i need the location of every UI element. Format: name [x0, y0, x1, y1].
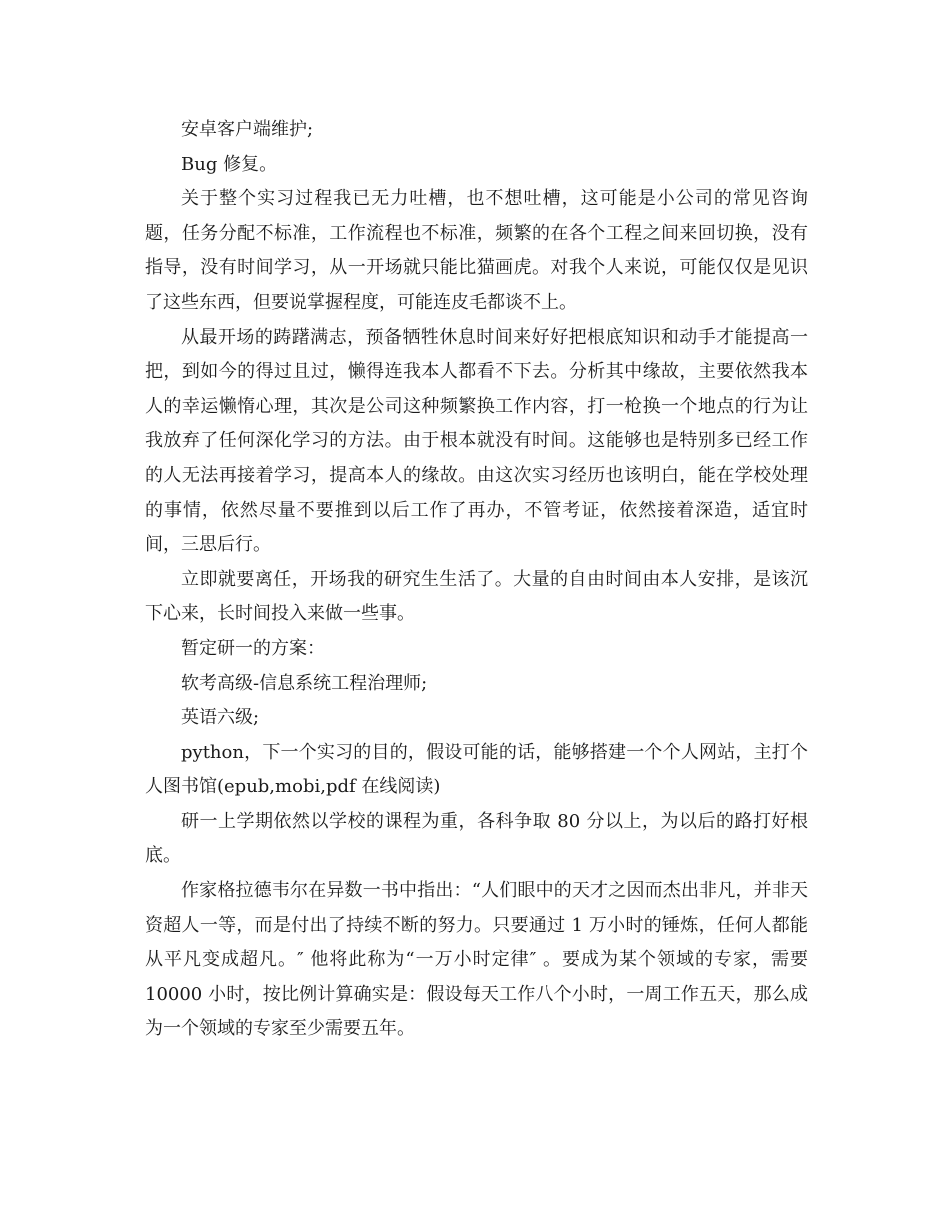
paragraph-plan-python: python，下一个实习的目的，假设可能的话，能够搭建一个个人网站，主打个人图书馆(epub,mobi,pdf 在线阅读) — [145, 741, 808, 798]
paragraph-graduate-life: 立即就要离任，开场我的研究生生活了。大量的自由时间由本人安排，是该沉下心来，长时间投入来做一些事。 — [145, 568, 808, 625]
document-body — [145, 113, 808, 1047]
paragraph-plan-courses: 研一上学期依然以学校的课程为重，各科争取 80 分以上，为以后的路打好根底。 — [145, 810, 808, 867]
paragraph-ten-thousand-hours: 作家格拉德韦尔在异数一书中指出：“人们眼中的天才之因而杰出非凡，并非天资超人一等，而是付出了持续不断的努力。只要通过 1 万小时的锤炼，任何人都能从平凡变成超凡。″ 他将此称为“一万小时定律″ 。要成为某个领域的专家，需要 10000 小时，按比例计算确实是：假设每天工作八个小时，一周工作五天，那么成为一个领域的专家至少需要五年。 — [145, 880, 808, 1040]
paragraph-self-analysis: 从最开场的踌躇满志，预备牺牲休息时间来好好把根底知识和动手才能提高一把，到如今的得过且过，懒得连我本人都看不下去。分析其中缘故，主要依然我本人的幸运懒惰心理，其次是公司这种频繁换工作内容，打一枪换一个地点的行为让我放弃了任何深化学习的方法。由于根本就没有时间。这能够也是特别多已经工作的人无法再接着学习，提高本人的缘故。由这次实习经历也该明白，能在学校处理的事情，依然尽量不要推到以后工作了再办，不管考证，依然接着深造，适宜时间，三思后行。 — [145, 326, 808, 556]
paragraph-internship-reflection: 关于整个实习过程我已无力吐槽，也不想吐槽，这可能是小公司的常见咨询题，任务分配不标准，工作流程也不标准，频繁的在各个工程之间来回切换，没有指导，没有时间学习，从一开场就只能比猫画虎。对我个人来说，可能仅仅是见识了这些东西，但要说掌握程度，可能连皮毛都谈不上。 — [145, 188, 808, 313]
paragraph-plan-heading: 暂定研一的方案： — [181, 637, 325, 659]
paragraph-plan-soft-exam: 软考高级-信息系统工程治理师; — [181, 672, 428, 694]
paragraph-plan-cet6: 英语六级; — [181, 707, 260, 729]
paragraph-bug-fix: Bug 修复。 — [181, 153, 278, 175]
paragraph-android-maintenance: 安卓客户端维护; — [181, 119, 314, 140]
